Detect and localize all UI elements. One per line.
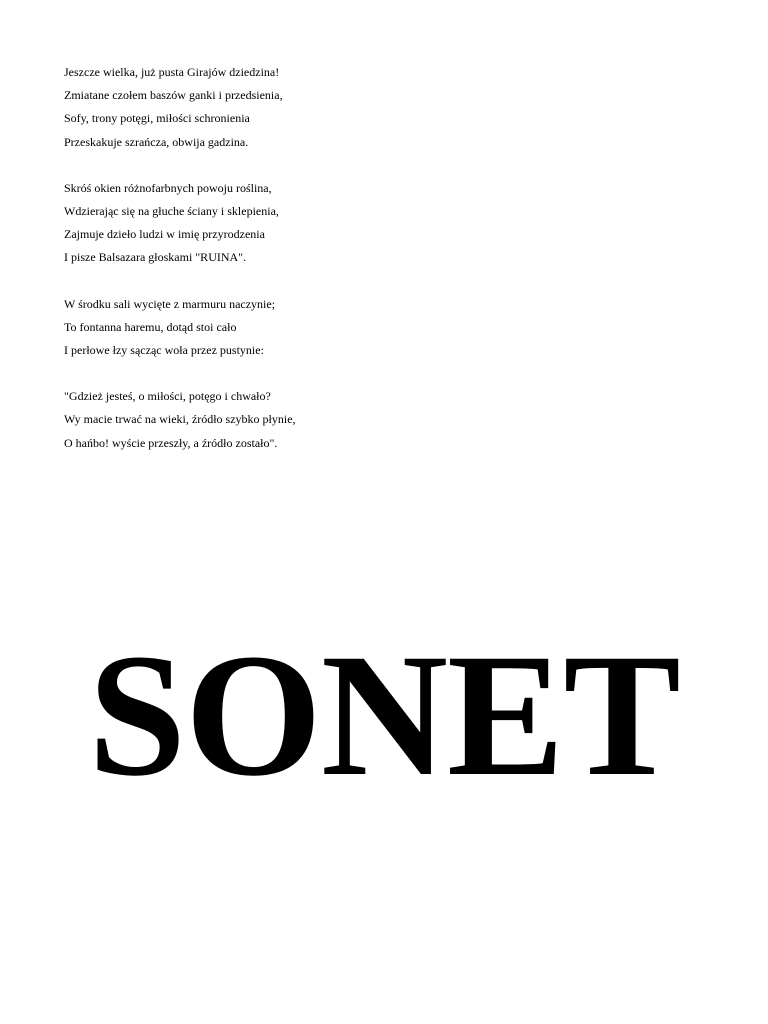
stanza-3 — [64, 293, 684, 363]
stanza-2 — [64, 177, 684, 270]
stanza-4 — [64, 385, 684, 455]
poem-line: O hańbo! wyście przeszły, a źródło zostało". — [64, 435, 278, 450]
poem-line: Przeskakuje szrańcza, obwija gadzina. — [64, 134, 249, 149]
page-title: SONET — [88, 618, 680, 813]
poem-line: "Gdzież jesteś, o miłości, potęgo i chwało? — [64, 389, 271, 404]
poem-line: Sofy, trony potęgi, miłości schronienia — [64, 111, 250, 126]
poem-line: Zajmuje dzieło ludzi w imię przyrodzenia — [64, 227, 265, 242]
poem-line: Wdzierając się na głuche ściany i sklepienia, — [64, 204, 279, 219]
poem-line: To fontanna haremu, dotąd stoi cało — [64, 319, 237, 334]
poem-line: W środku sali wycięte z marmuru naczynie; — [64, 296, 276, 311]
poem-line: I perłowe łzy sącząc woła przez pustynie: — [64, 343, 264, 358]
stanza-1 — [64, 61, 684, 154]
poem-line: Skróś okien różnofarbnych powoju roślina, — [64, 180, 272, 195]
poem-line: Wy macie trwać na wieki, źródło szybko płynie, — [64, 412, 296, 427]
poem-line: Jeszcze wielka, już pusta Girajów dziedzina! — [64, 65, 280, 79]
poem-line: I pisze Balsazara głoskami "RUINA". — [64, 250, 247, 265]
poem-line: Zmiatane czołem baszów ganki i przedsienia, — [64, 88, 283, 103]
poem-text — [64, 61, 684, 455]
